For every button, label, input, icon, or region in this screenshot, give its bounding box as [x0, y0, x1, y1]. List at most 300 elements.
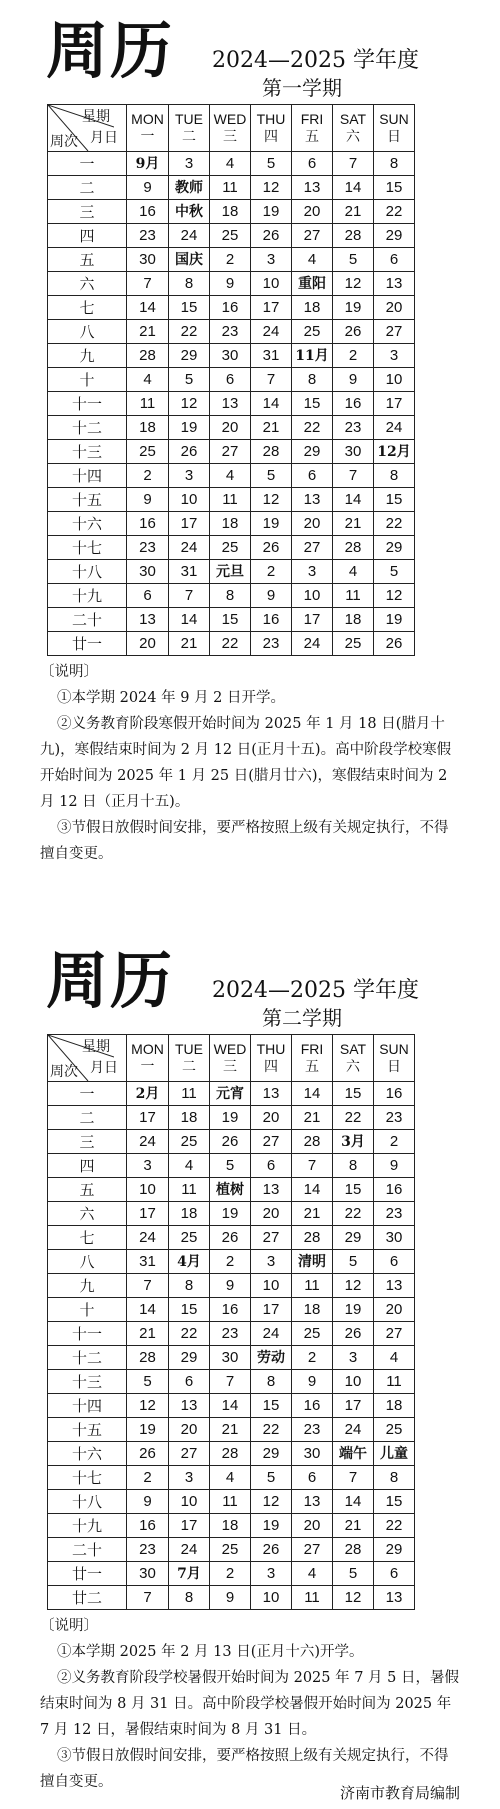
day-cell: 7 — [127, 272, 169, 296]
day-cell: 2 — [210, 248, 251, 272]
holiday-marker: 2月 — [127, 1082, 169, 1106]
day-cell: 8 — [374, 1466, 415, 1490]
day-cell: 4 — [292, 248, 333, 272]
week-number: 二十 — [48, 608, 127, 632]
weekday-zh: 五 — [305, 1059, 319, 1075]
week-number: 二 — [48, 176, 127, 200]
corner-header — [48, 105, 127, 152]
week-number: 十四 — [48, 1394, 127, 1418]
weekday-header — [169, 105, 210, 152]
weekday-header — [251, 105, 292, 152]
day-cell: 27 — [374, 320, 415, 344]
day-cell: 22 — [374, 200, 415, 224]
day-cell: 7 — [127, 1274, 169, 1298]
week-row — [48, 1490, 415, 1514]
day-cell: 5 — [333, 1250, 374, 1274]
day-cell: 2 — [251, 560, 292, 584]
week-row — [48, 632, 415, 656]
day-cell: 29 — [333, 1226, 374, 1250]
week-number: 十五 — [48, 488, 127, 512]
day-cell: 24 — [127, 1130, 169, 1154]
day-cell: 4 — [333, 560, 374, 584]
week-row — [48, 1274, 415, 1298]
week-number: 十 — [48, 368, 127, 392]
weekday-en: WED — [213, 1041, 247, 1057]
week-row — [48, 1178, 415, 1202]
weekday-en: TUE — [175, 1041, 203, 1057]
day-cell: 3 — [333, 1346, 374, 1370]
day-cell: 21 — [333, 1514, 374, 1538]
week-row — [48, 1394, 415, 1418]
weekday-zh: 二 — [182, 1059, 196, 1075]
note-item: ①本学期 2024 年 9 月 2 日开学。 — [57, 690, 286, 706]
week-row — [48, 1562, 415, 1586]
day-cell: 7 — [169, 584, 210, 608]
day-cell: 25 — [210, 224, 251, 248]
day-cell: 2 — [127, 464, 169, 488]
week-number: 十六 — [48, 1442, 127, 1466]
day-cell: 14 — [333, 488, 374, 512]
publisher-credit: 济南市教育局编制 — [339, 1784, 460, 1802]
weekday-en: WED — [213, 111, 247, 127]
day-cell: 27 — [292, 1538, 333, 1562]
weekday-en: SAT — [339, 111, 367, 127]
day-cell: 15 — [292, 392, 333, 416]
note-item: ③节假日放假时间安排，要严格按照上级有关规定执行，不得擅自变更。 — [40, 820, 449, 862]
day-cell: 17 — [251, 296, 292, 320]
day-cell: 9 — [333, 368, 374, 392]
day-cell: 17 — [251, 1298, 292, 1322]
day-cell: 4 — [374, 1346, 415, 1370]
day-cell: 14 — [333, 176, 374, 200]
week-number: 十九 — [48, 1514, 127, 1538]
day-cell: 26 — [333, 320, 374, 344]
calendar-table — [47, 1034, 415, 1610]
day-cell: 5 — [251, 152, 292, 176]
day-cell: 6 — [374, 1250, 415, 1274]
week-number: 八 — [48, 320, 127, 344]
day-cell: 3 — [251, 248, 292, 272]
week-row — [48, 1418, 415, 1442]
note-item: ②义务教育阶段学校暑假开始时间为 2025 年 7 月 5 日，暑假结束时间为 8 月 31 日。高中阶段学校暑假开始时间为 2025 年 7 月 12 日，暑假结束时间为 8 月 31 日。 — [40, 1670, 460, 1738]
day-cell: 2 — [210, 1250, 251, 1274]
day-cell: 25 — [169, 1130, 210, 1154]
weekday-zh: 五 — [305, 129, 319, 145]
day-cell: 27 — [210, 440, 251, 464]
day-cell: 25 — [210, 1538, 251, 1562]
day-cell: 24 — [251, 1322, 292, 1346]
weekday-zh: 六 — [346, 129, 360, 145]
day-cell: 6 — [127, 584, 169, 608]
week-row — [48, 368, 415, 392]
day-cell: 19 — [251, 1514, 292, 1538]
week-number: 一 — [48, 152, 127, 176]
day-cell: 14 — [292, 1178, 333, 1202]
day-cell: 16 — [251, 608, 292, 632]
day-cell: 15 — [169, 296, 210, 320]
day-cell: 21 — [292, 1202, 333, 1226]
day-cell: 7 — [210, 1370, 251, 1394]
day-cell: 19 — [210, 1106, 251, 1130]
week-row — [48, 512, 415, 536]
day-cell: 20 — [169, 1418, 210, 1442]
day-cell: 23 — [127, 224, 169, 248]
day-cell: 8 — [169, 1274, 210, 1298]
day-cell: 10 — [374, 368, 415, 392]
weekday-zh: 三 — [223, 129, 237, 145]
day-cell: 4 — [127, 368, 169, 392]
day-cell: 23 — [127, 1538, 169, 1562]
day-cell: 17 — [169, 1514, 210, 1538]
week-number: 十三 — [48, 1370, 127, 1394]
day-cell: 5 — [333, 248, 374, 272]
day-cell: 22 — [210, 632, 251, 656]
week-row — [48, 248, 415, 272]
day-cell: 26 — [374, 632, 415, 656]
day-cell: 10 — [292, 584, 333, 608]
day-cell: 13 — [210, 392, 251, 416]
weekday-en: MON — [131, 1041, 164, 1057]
holiday-marker: 植树 — [210, 1178, 251, 1202]
day-cell: 26 — [251, 224, 292, 248]
week-number: 四 — [48, 1154, 127, 1178]
week-row — [48, 1154, 415, 1178]
day-cell: 5 — [127, 1370, 169, 1394]
week-row — [48, 296, 415, 320]
day-cell: 3 — [292, 560, 333, 584]
day-cell: 18 — [210, 512, 251, 536]
day-cell: 26 — [127, 1442, 169, 1466]
week-row — [48, 272, 415, 296]
week-number: 十六 — [48, 512, 127, 536]
day-cell: 4 — [169, 1154, 210, 1178]
day-cell: 24 — [251, 320, 292, 344]
day-cell: 12 — [333, 1274, 374, 1298]
week-row — [48, 200, 415, 224]
corner-yueri: 月日 — [90, 130, 118, 146]
holiday-marker: 教师 — [169, 176, 210, 200]
weekday-header — [333, 1035, 374, 1082]
day-cell: 12 — [127, 1394, 169, 1418]
day-cell: 13 — [251, 1082, 292, 1106]
day-cell: 28 — [251, 440, 292, 464]
day-cell: 5 — [251, 464, 292, 488]
day-cell: 15 — [210, 608, 251, 632]
day-cell: 5 — [374, 560, 415, 584]
academic-year: 2024—2025 学年度 — [212, 48, 419, 73]
day-cell: 21 — [333, 200, 374, 224]
holiday-marker: 重阳 — [292, 272, 333, 296]
notes-heading: 〔说明〕 — [40, 664, 98, 680]
holiday-marker: 劳动 — [251, 1346, 292, 1370]
weekday-header — [292, 105, 333, 152]
holiday-marker: 4月 — [169, 1250, 210, 1274]
day-cell: 7 — [333, 152, 374, 176]
day-cell: 11 — [169, 1178, 210, 1202]
day-cell: 25 — [127, 440, 169, 464]
week-row — [48, 1298, 415, 1322]
day-cell: 8 — [251, 1370, 292, 1394]
day-cell: 16 — [374, 1082, 415, 1106]
day-cell: 24 — [333, 1418, 374, 1442]
day-cell: 5 — [169, 368, 210, 392]
holiday-marker: 12月 — [374, 440, 415, 464]
week-number: 五 — [48, 1178, 127, 1202]
day-cell: 11 — [333, 584, 374, 608]
day-cell: 5 — [251, 1466, 292, 1490]
week-number: 一 — [48, 1082, 127, 1106]
week-number: 七 — [48, 1226, 127, 1250]
day-cell: 17 — [374, 392, 415, 416]
day-cell: 4 — [210, 1466, 251, 1490]
weekday-en: SUN — [379, 111, 409, 127]
day-cell: 7 — [251, 368, 292, 392]
week-row — [48, 1466, 415, 1490]
day-cell: 27 — [251, 1226, 292, 1250]
day-cell: 14 — [210, 1394, 251, 1418]
week-row — [48, 608, 415, 632]
week-number: 十二 — [48, 416, 127, 440]
weekday-en: MON — [131, 111, 164, 127]
weekday-zh: 日 — [387, 1059, 401, 1075]
day-cell: 7 — [333, 464, 374, 488]
day-cell: 30 — [333, 440, 374, 464]
day-cell: 6 — [292, 1466, 333, 1490]
day-cell: 8 — [210, 584, 251, 608]
day-cell: 14 — [333, 1490, 374, 1514]
day-cell: 10 — [127, 1178, 169, 1202]
day-cell: 13 — [292, 488, 333, 512]
notes-section — [40, 659, 460, 867]
day-cell: 20 — [292, 1514, 333, 1538]
day-cell: 3 — [251, 1562, 292, 1586]
week-number: 三 — [48, 200, 127, 224]
day-cell: 13 — [374, 1586, 415, 1610]
holiday-marker: 国庆 — [169, 248, 210, 272]
day-cell: 27 — [292, 224, 333, 248]
day-cell: 9 — [292, 1370, 333, 1394]
day-cell: 24 — [292, 632, 333, 656]
weekday-header-row — [48, 105, 415, 152]
day-cell: 12 — [251, 1490, 292, 1514]
week-row — [48, 1514, 415, 1538]
day-cell: 29 — [251, 1442, 292, 1466]
day-cell: 13 — [374, 272, 415, 296]
day-cell: 6 — [292, 464, 333, 488]
day-cell: 17 — [169, 512, 210, 536]
day-cell: 28 — [292, 1130, 333, 1154]
weekday-header — [127, 1035, 169, 1082]
day-cell: 23 — [374, 1202, 415, 1226]
day-cell: 15 — [374, 488, 415, 512]
page-title: 周历 — [46, 14, 175, 87]
day-cell: 9 — [127, 488, 169, 512]
week-number: 十五 — [48, 1418, 127, 1442]
day-cell: 2 — [333, 344, 374, 368]
day-cell: 29 — [374, 1538, 415, 1562]
week-number: 十一 — [48, 392, 127, 416]
weekday-zh: 四 — [264, 1059, 278, 1075]
note-item: ③节假日放假时间安排，要严格按照上级有关规定执行，不得擅自变更。 — [40, 1748, 449, 1790]
note-item: ①本学期 2025 年 2 月 13 日(正月十六)开学。 — [57, 1644, 364, 1660]
week-number: 十九 — [48, 584, 127, 608]
day-cell: 29 — [374, 536, 415, 560]
week-number: 十四 — [48, 464, 127, 488]
day-cell: 4 — [210, 152, 251, 176]
day-cell: 8 — [333, 1154, 374, 1178]
weekday-en: TUE — [175, 111, 203, 127]
week-number: 十 — [48, 1298, 127, 1322]
day-cell: 3 — [127, 1154, 169, 1178]
day-cell: 10 — [251, 272, 292, 296]
day-cell: 30 — [292, 1442, 333, 1466]
day-cell: 21 — [210, 1418, 251, 1442]
week-row — [48, 392, 415, 416]
day-cell: 23 — [251, 632, 292, 656]
weekday-zh: 一 — [140, 129, 155, 145]
week-row — [48, 464, 415, 488]
week-row — [48, 1586, 415, 1610]
day-cell: 12 — [374, 584, 415, 608]
day-cell: 18 — [169, 1106, 210, 1130]
day-cell: 3 — [169, 152, 210, 176]
day-cell: 8 — [374, 464, 415, 488]
page-title: 周历 — [46, 944, 175, 1017]
week-row — [48, 1538, 415, 1562]
day-cell: 21 — [169, 632, 210, 656]
week-number: 六 — [48, 1202, 127, 1226]
day-cell: 11 — [292, 1274, 333, 1298]
day-cell: 21 — [127, 1322, 169, 1346]
notes-heading: 〔说明〕 — [40, 1618, 98, 1634]
day-cell: 25 — [374, 1418, 415, 1442]
week-row — [48, 488, 415, 512]
day-cell: 16 — [333, 392, 374, 416]
day-cell: 22 — [251, 1418, 292, 1442]
week-row — [48, 1226, 415, 1250]
corner-yueri: 月日 — [90, 1060, 118, 1076]
week-row — [48, 152, 415, 176]
day-cell: 2 — [127, 1466, 169, 1490]
day-cell: 16 — [127, 200, 169, 224]
weekday-header — [292, 1035, 333, 1082]
day-cell: 31 — [127, 1250, 169, 1274]
day-cell: 18 — [292, 1298, 333, 1322]
day-cell: 17 — [127, 1202, 169, 1226]
day-cell: 26 — [251, 1538, 292, 1562]
day-cell: 4 — [210, 464, 251, 488]
day-cell: 29 — [374, 224, 415, 248]
day-cell: 7 — [333, 1466, 374, 1490]
day-cell: 5 — [210, 1154, 251, 1178]
academic-year: 2024—2025 学年度 — [212, 978, 419, 1003]
day-cell: 12 — [251, 488, 292, 512]
day-cell: 10 — [169, 1490, 210, 1514]
day-cell: 18 — [210, 1514, 251, 1538]
week-row — [48, 1250, 415, 1274]
corner-xingqi: 星期 — [82, 1039, 110, 1055]
corner-xingqi: 星期 — [82, 109, 110, 125]
day-cell: 12 — [333, 272, 374, 296]
day-cell: 20 — [292, 200, 333, 224]
day-cell: 30 — [127, 248, 169, 272]
week-number: 九 — [48, 344, 127, 368]
day-cell: 25 — [333, 632, 374, 656]
day-cell: 6 — [374, 1562, 415, 1586]
weekday-zh: 日 — [387, 129, 401, 145]
corner-zhouci: 周次 — [50, 1064, 78, 1080]
day-cell: 16 — [127, 1514, 169, 1538]
day-cell: 22 — [169, 1322, 210, 1346]
day-cell: 19 — [169, 416, 210, 440]
week-row — [48, 344, 415, 368]
day-cell: 6 — [292, 152, 333, 176]
day-cell: 29 — [169, 1346, 210, 1370]
day-cell: 20 — [251, 1106, 292, 1130]
day-cell: 19 — [127, 1418, 169, 1442]
day-cell: 24 — [374, 416, 415, 440]
day-cell: 11 — [210, 176, 251, 200]
holiday-marker: 端午 — [333, 1442, 374, 1466]
week-number: 廿一 — [48, 632, 127, 656]
day-cell: 28 — [333, 1538, 374, 1562]
day-cell: 22 — [333, 1202, 374, 1226]
day-cell: 2 — [292, 1346, 333, 1370]
weekday-zh: 一 — [140, 1059, 155, 1075]
day-cell: 28 — [333, 536, 374, 560]
day-cell: 3 — [251, 1250, 292, 1274]
day-cell: 23 — [333, 416, 374, 440]
day-cell: 31 — [251, 344, 292, 368]
day-cell: 13 — [251, 1178, 292, 1202]
day-cell: 25 — [210, 536, 251, 560]
holiday-marker: 元旦 — [210, 560, 251, 584]
weekday-header — [251, 1035, 292, 1082]
day-cell: 15 — [333, 1082, 374, 1106]
note-item: ②义务教育阶段寒假开始时间为 2025 年 1 月 18 日(腊月十九)，寒假结束时间为 2 月 12 日(正月十五)。高中阶段学校寒假开始时间为 2025 年 1 月 25 日(腊月廿六)，寒假结束时间为 2 月 12 日（正月十五)。 — [40, 716, 452, 810]
holiday-marker: 9月 — [127, 152, 169, 176]
day-cell: 15 — [374, 1490, 415, 1514]
day-cell: 7 — [127, 1586, 169, 1610]
day-cell: 22 — [292, 416, 333, 440]
day-cell: 19 — [251, 200, 292, 224]
weekday-en: SUN — [379, 1041, 409, 1057]
holiday-marker: 中秋 — [169, 200, 210, 224]
week-number: 十七 — [48, 1466, 127, 1490]
weekday-header — [210, 1035, 251, 1082]
day-cell: 3 — [169, 464, 210, 488]
day-cell: 20 — [374, 296, 415, 320]
day-cell: 12 — [251, 176, 292, 200]
day-cell: 21 — [127, 320, 169, 344]
day-cell: 25 — [169, 1226, 210, 1250]
day-cell: 22 — [374, 512, 415, 536]
day-cell: 8 — [374, 152, 415, 176]
day-cell: 23 — [127, 536, 169, 560]
holiday-marker: 清明 — [292, 1250, 333, 1274]
week-number: 十三 — [48, 440, 127, 464]
day-cell: 16 — [374, 1178, 415, 1202]
weekday-header — [374, 105, 415, 152]
day-cell: 29 — [169, 344, 210, 368]
weekday-en: THU — [256, 1041, 286, 1057]
day-cell: 8 — [169, 1586, 210, 1610]
weekday-header — [374, 1035, 415, 1082]
day-cell: 26 — [210, 1226, 251, 1250]
day-cell: 11 — [210, 488, 251, 512]
weekday-header-row — [48, 1035, 415, 1082]
day-cell: 9 — [127, 176, 169, 200]
